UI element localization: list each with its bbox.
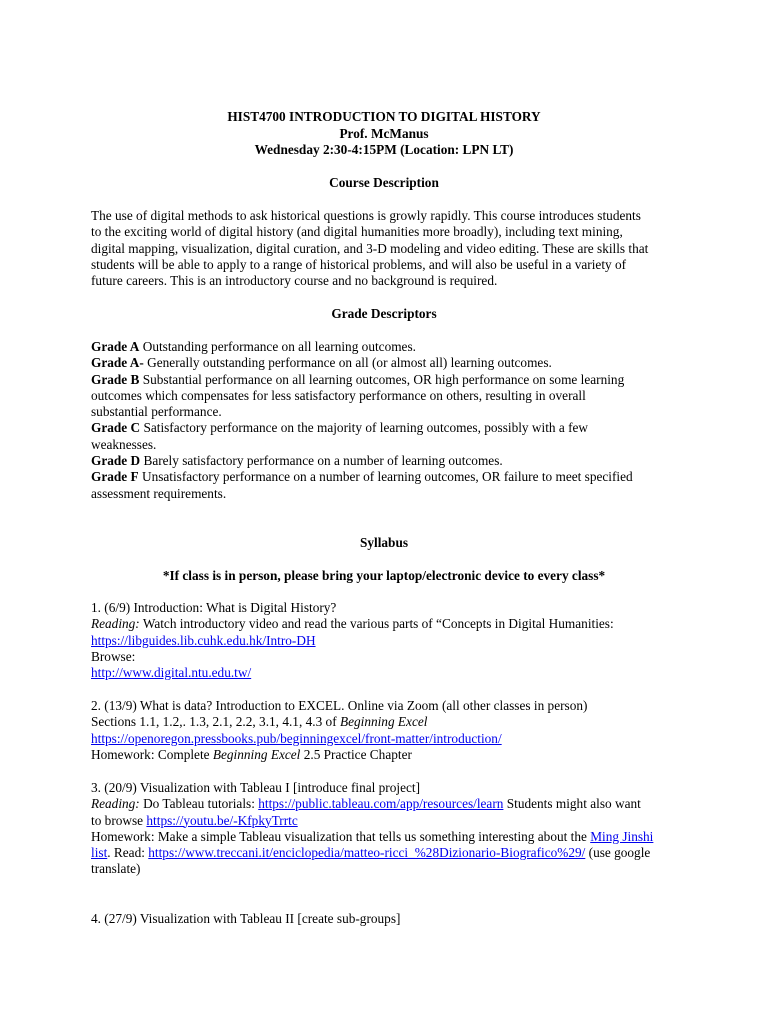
week-4-title: 4. (27/9) Visualization with Tableau II [create sub-groups] <box>91 911 401 926</box>
course-header <box>0 109 768 159</box>
grade-label: Grade A <box>91 339 140 354</box>
browse-label: Browse: <box>91 648 136 664</box>
grade-d-row <box>91 453 691 469</box>
ming-jinshi-link-cont[interactable]: list <box>91 845 108 861</box>
beginning-excel-link[interactable]: https://openoregon.pressbooks.pub/beginningexcel/front-matter/introduction/ <box>91 730 502 746</box>
description-line: students will be able to apply to a range of historical problems, and will also be useful in a variety of <box>91 256 627 272</box>
grade-text: Outstanding performance on all learning outcomes. <box>139 339 416 354</box>
sections-text: Sections 1.1, 1.2,. 1.3, 2.1, 2.2, 3.1, 4.1, 4.3 of <box>91 714 340 730</box>
treccani-link[interactable]: https://www.treccani.it/enciclopedia/matteo-ricci_%28Dizionario-Biografico%29/ <box>148 845 586 861</box>
grade-text-continued: substantial performance. <box>91 404 222 420</box>
description-line: future careers. This is an introductory course and no background is required. <box>91 273 498 289</box>
week-3-title: 3. (20/9) Visualization with Tableau I [introduce final project] <box>91 780 420 795</box>
week-2-block <box>91 698 691 763</box>
course-title: HIST4700 INTRODUCTION TO DIGITAL HISTORY <box>227 109 541 124</box>
reading-text: Watch introductory video and read the various parts of “Concepts in Digital Humanities: <box>139 616 614 632</box>
week-3-block <box>91 780 691 878</box>
homework-text: Homework: Complete <box>91 746 213 762</box>
week-2-homework <box>91 747 691 763</box>
week-3-browse <box>91 813 691 829</box>
description-line: to the exciting world of digital history (and digital humanities more broadly), including text mining, <box>91 224 623 240</box>
grade-descriptors-list <box>91 339 691 502</box>
translate-text: translate) <box>91 861 141 877</box>
grade-label: Grade A- <box>91 355 144 371</box>
grade-label: Grade D <box>91 453 141 469</box>
week-4-block <box>91 911 691 927</box>
syllabus-note: *If class is in person, please bring your laptop/electronic device to every class* <box>162 568 606 583</box>
tableau-learn-link[interactable]: https://public.tableau.com/app/resources/learn <box>258 796 504 812</box>
reading-label: Reading: <box>91 616 140 632</box>
grade-descriptors-heading: Grade Descriptors <box>331 306 437 321</box>
read-text: . Read: <box>107 845 149 861</box>
book-title: Beginning Excel <box>212 746 301 762</box>
grade-text-continued: assessment requirements. <box>91 485 227 501</box>
week-1-reading <box>91 616 691 632</box>
grade-a-minus-row <box>91 355 691 371</box>
grade-f-row <box>91 469 691 485</box>
homework-text: Homework: Make a simple Tableau visualization that tells us something interesting about the <box>91 828 591 844</box>
week-2-title: 2. (13/9) What is data? Introduction to EXCEL. Online via Zoom (all other classes in person) <box>91 698 588 713</box>
week-2-sections <box>91 714 691 730</box>
grade-text: Barely satisfactory performance on a number of learning outcomes. <box>140 453 503 469</box>
week-3-reading <box>91 796 691 812</box>
instructor-name: Prof. McManus <box>339 125 429 141</box>
grade-text: Generally outstanding performance on all (or almost all) learning outcomes. <box>143 355 552 371</box>
reading-label: Reading: <box>91 796 140 812</box>
grade-b-row <box>91 372 691 388</box>
grade-text: Satisfactory performance on the majority of learning outcomes, possibly with a few <box>140 420 589 436</box>
week-1-block <box>91 600 691 681</box>
reading-text: Do Tableau tutorials: <box>139 796 259 812</box>
grade-label: Grade C <box>91 420 141 436</box>
grade-text: Substantial performance on all learning outcomes, OR high performance on some learning <box>139 371 625 387</box>
read-after: (use google <box>585 845 651 861</box>
grade-text-continued: outcomes which compensates for less satisfactory performance on others, resulting in overall <box>91 387 586 403</box>
youtube-link[interactable]: https://youtu.be/-KfpkyTrrtc <box>146 812 298 828</box>
grade-text: Unsatisfactory performance on a number of learning outcomes, OR failure to meet specified <box>138 469 633 485</box>
reading-after: Students might also want <box>503 796 641 812</box>
description-line: digital mapping, visualization, digital curation, and 3-D modeling and video editing. These are skills that <box>91 240 649 256</box>
browse-text: to browse <box>91 812 147 828</box>
course-description-text <box>91 208 691 289</box>
intro-dh-link[interactable]: https://libguides.lib.cuhk.edu.hk/Intro-DH <box>91 632 316 648</box>
grade-label: Grade F <box>91 469 139 485</box>
grade-a-row <box>91 339 691 355</box>
class-schedule: Wednesday 2:30-4:15PM (Location: LPN LT) <box>254 142 514 157</box>
grade-c-row <box>91 420 691 436</box>
ntu-digital-link[interactable]: http://www.digital.ntu.edu.tw/ <box>91 665 252 681</box>
week-3-read <box>91 845 691 861</box>
grade-text-continued: weaknesses. <box>91 436 157 452</box>
grade-label: Grade B <box>91 371 140 387</box>
homework-rest: 2.5 Practice Chapter <box>300 746 412 762</box>
course-description-heading: Course Description <box>329 175 439 190</box>
week-1-title: 1. (6/9) Introduction: What is Digital History? <box>91 600 337 615</box>
syllabus-heading: Syllabus <box>359 535 409 550</box>
ming-jinshi-link[interactable]: Ming Jinshi <box>590 828 654 844</box>
book-title: Beginning Excel <box>339 714 428 730</box>
week-3-homework <box>91 829 691 845</box>
description-line: The use of digital methods to ask historical questions is growly rapidly. This course introduces students <box>91 208 641 223</box>
